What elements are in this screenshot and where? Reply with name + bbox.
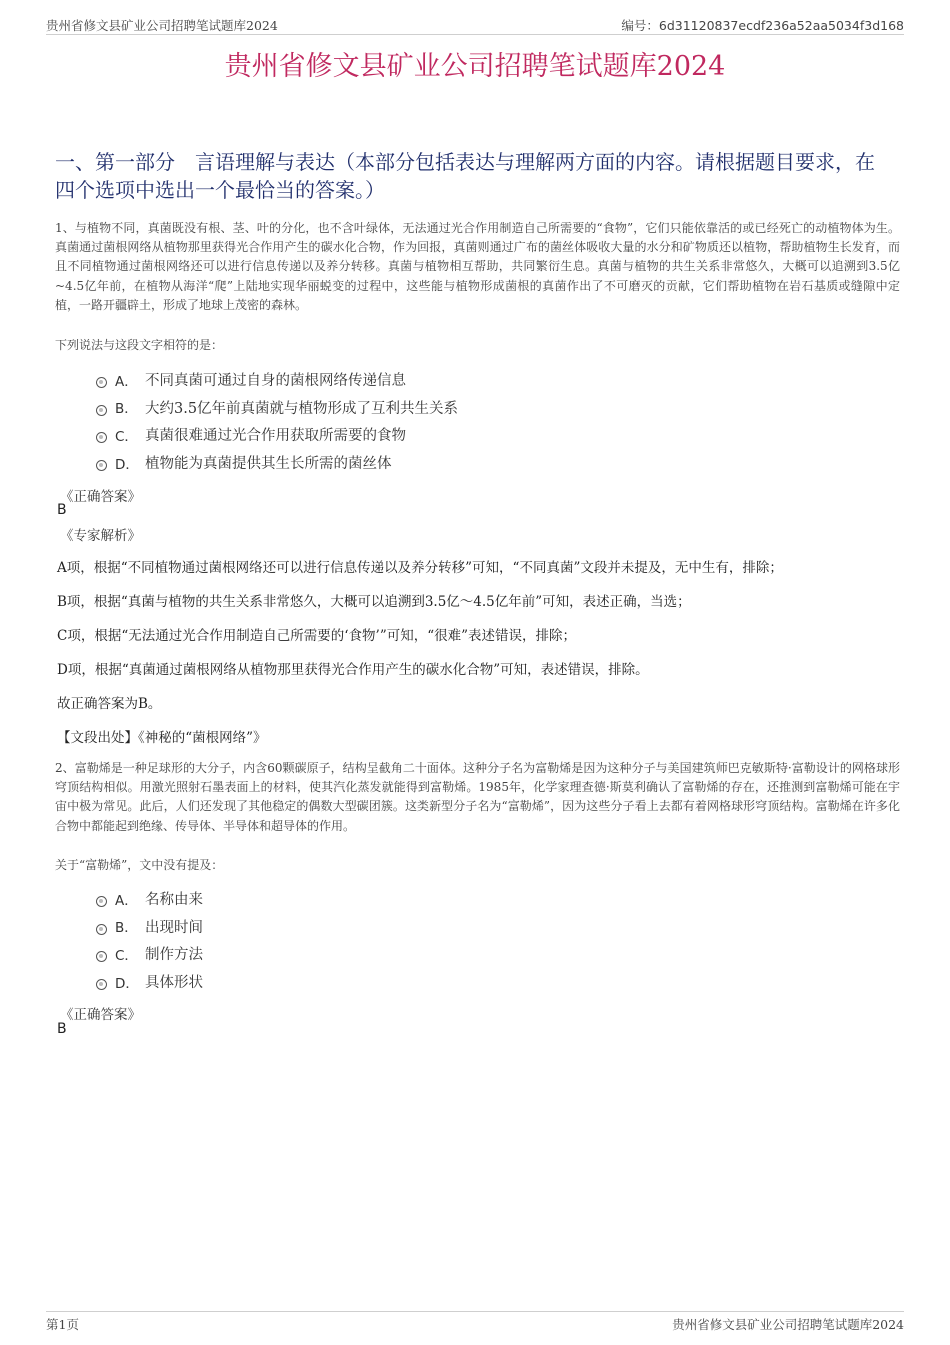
question-1-answer: B xyxy=(57,502,67,518)
question-1-option-c[interactable] xyxy=(96,421,458,449)
radio-icon[interactable] xyxy=(96,432,107,443)
option-letter: B． xyxy=(115,920,138,937)
analysis-line-c: C项，根据“无法通过光合作用制造自己所需要的‘食物’”可知，“很难”表述错误，排除； xyxy=(57,628,577,644)
option-text: 大约3.5亿年前真菌就与植物形成了互利共生关系 xyxy=(145,400,459,417)
question-2-answer: B xyxy=(57,1021,67,1037)
question-1-analysis xyxy=(57,558,900,762)
option-letter: C． xyxy=(115,428,138,445)
question-2-text: 2、富勒烯是一种足球形的大分子，内含60颗碳原子，结构呈截角二十面体。这种分子名为富勒烯是因为这种分子与美国建筑师巴克敏斯特·富勒设计的网格球形穹顶结构相似。用激光照射石墨表面上的材料，使其汽化蒸发就能得到富勒烯。1985年，化学家理查德·斯莫利确认了富勒烯的存在，还推测到富勒烯可能在宇宙中极为常见。此后，人们还发现了其他稳定的偶数大型碳团簇。这类新型分子名为“富勒烯”，因为这些分子看上去都有着网格球形穹顶结构。富勒烯在许多化合物中都能起到绝缘、传导体、半导体和超导体的作用。 xyxy=(55,761,900,833)
option-text: 出现时间 xyxy=(145,919,203,936)
section-heading: 一、第一部分 言语理解与表达（本部分包括表达与理解两方面的内容。请根据题目要求，在四个选项中选出一个最恰当的答案。） xyxy=(55,150,875,202)
analysis-source: 【文段出处】《神秘的“菌根网络”》 xyxy=(57,730,267,746)
option-letter: A． xyxy=(115,373,138,390)
question-1-analysis-label: 《专家解析》 xyxy=(60,528,141,544)
option-letter: B． xyxy=(115,401,138,418)
radio-icon[interactable] xyxy=(96,951,107,962)
page-title: 贵州省修文县矿业公司招聘笔试题库2024 xyxy=(224,51,726,82)
header-code-value: 6d31120837ecdf236a52aa5034f3d168 xyxy=(658,18,904,33)
analysis-line-a: A项，根据“不同植物通过菌根网络还可以进行信息传递以及养分转移”可知，“不同真菌”文段并未提及，无中生有，排除； xyxy=(57,560,783,576)
analysis-conclusion: 故正确答案为B。 xyxy=(57,696,162,712)
header-code-label: 编号： xyxy=(621,18,659,33)
radio-icon[interactable] xyxy=(96,924,107,935)
question-2-option-c[interactable] xyxy=(96,940,203,968)
option-text: 不同真菌可通过自身的菌根网络传递信息 xyxy=(145,373,406,390)
question-1-prompt: 下列说法与这段文字相符的是： xyxy=(55,338,224,352)
question-1-options xyxy=(96,366,458,476)
page-footer xyxy=(46,1311,904,1332)
question-2-answer-label: 《正确答案》 xyxy=(60,1007,141,1023)
question-1-option-a[interactable] xyxy=(96,366,458,394)
option-letter: D． xyxy=(115,456,139,473)
question-2-prompt: 关于“富勒烯”，文中没有提及： xyxy=(55,858,224,872)
question-2-option-a[interactable] xyxy=(96,885,203,913)
option-letter: A． xyxy=(115,892,138,909)
option-text: 真菌很难通过光合作用获取所需要的食物 xyxy=(145,428,406,445)
option-text: 名称由来 xyxy=(145,892,203,909)
option-text: 植物能为真菌提供其生长所需的菌丝体 xyxy=(145,456,392,473)
option-letter: C． xyxy=(115,947,138,964)
option-text: 制作方法 xyxy=(145,947,203,964)
question-2-option-b[interactable] xyxy=(96,913,203,941)
footer-doc-title: 贵州省修文县矿业公司招聘笔试题库2024 xyxy=(672,1317,904,1332)
question-1-text: 1、与植物不同，真菌既没有根、茎、叶的分化，也不含叶绿体，无法通过光合作用制造自己所需要的“食物”，它们只能依靠活的或已经死亡的动植物体为生。真菌通过菌根网络从植物那里获得光合作用产生的碳水化合物，作为回报，真菌则通过广布的菌丝体吸收大量的水分和矿物质还以植物，帮助植物生长发育，而且不同植物通过菌根网络还可以进行信息传递以及养分转移。真菌与植物相互帮助，共同繁衍生息。真菌与植物的共生关系非常悠久，大概可以追溯到3.5亿~4.5亿年前，在植物从海洋“爬”上陆地实现华丽蜕变的过程中，这些能与植物形成菌根的真菌作出了不可磨灭的贡献，它们帮助植物在岩石基质或缝隙中定植，一路开疆辟土，形成了地球上茂密的森林。 xyxy=(55,221,900,312)
radio-icon[interactable] xyxy=(96,405,107,416)
analysis-line-b: B项，根据“真菌与植物的共生关系非常悠久，大概可以追溯到3.5亿～4.5亿年前”可知，表述正确，当选； xyxy=(57,594,691,610)
question-1-answer-label: 《正确答案》 xyxy=(60,489,141,505)
question-2-option-d[interactable] xyxy=(96,968,203,996)
radio-icon[interactable] xyxy=(96,979,107,990)
question-2-options xyxy=(96,885,203,995)
radio-icon[interactable] xyxy=(96,896,107,907)
page-header xyxy=(46,14,904,35)
footer-page-number: 第1页 xyxy=(46,1317,79,1332)
header-doc-title: 贵州省修文县矿业公司招聘笔试题库2024 xyxy=(46,18,278,33)
question-1-option-b[interactable] xyxy=(96,394,458,422)
question-1-option-d[interactable] xyxy=(96,449,458,477)
radio-icon[interactable] xyxy=(96,377,107,388)
analysis-line-d: D项，根据“真菌通过菌根网络从植物那里获得光合作用产生的碳水化合物”可知，表述错误，排除。 xyxy=(57,662,649,678)
radio-icon[interactable] xyxy=(96,460,107,471)
option-text: 具体形状 xyxy=(145,975,203,992)
option-letter: D． xyxy=(115,975,139,992)
header-code xyxy=(621,16,904,34)
